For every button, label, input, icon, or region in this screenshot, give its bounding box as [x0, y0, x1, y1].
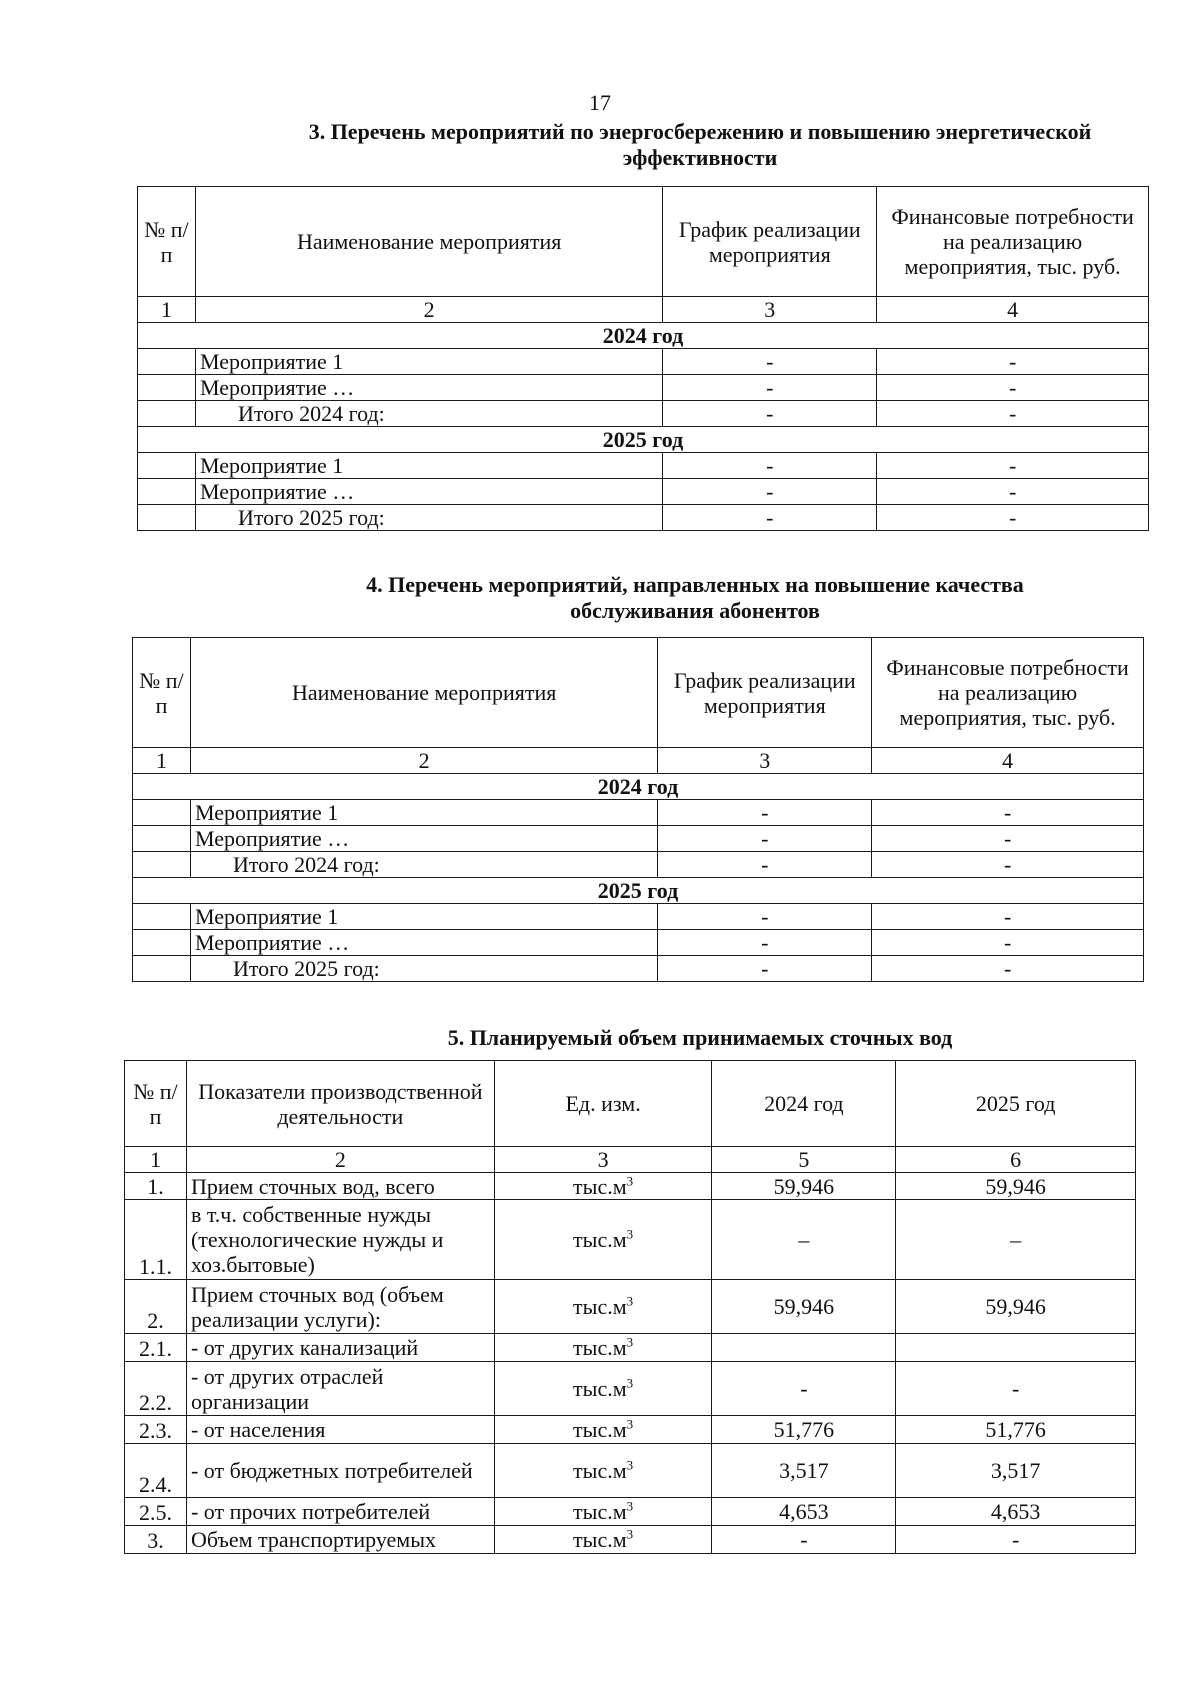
unit-exponent: 3	[626, 1498, 634, 1514]
row-value-2025: 51,776	[896, 1416, 1136, 1444]
table-row	[125, 1280, 1136, 1334]
col-number: 3	[494, 1147, 712, 1173]
event-finance: -	[877, 401, 1149, 427]
header-schedule: График реализации мероприятия	[663, 187, 877, 297]
col-number: 1	[133, 748, 191, 774]
table-header-row	[133, 638, 1144, 748]
event-schedule: -	[658, 930, 872, 956]
row-value-2025: 59,946	[896, 1280, 1136, 1334]
page-number: 17	[589, 90, 611, 115]
event-schedule: -	[658, 826, 872, 852]
header-unit: Ед. изм.	[494, 1061, 712, 1147]
row-indicator: Прием сточных вод (объем реализации услуги):	[186, 1280, 494, 1334]
event-finance: -	[872, 826, 1144, 852]
year-heading: 2024 год	[138, 323, 1149, 349]
total-label: Итого 2024 год:	[190, 852, 657, 878]
table-row	[133, 930, 1144, 956]
unit-exponent: 3	[626, 1416, 634, 1432]
unit-exponent: 3	[626, 1457, 634, 1473]
total-label: Итого 2025 год:	[190, 956, 657, 982]
section3-title	[260, 119, 1140, 171]
event-finance: -	[877, 505, 1149, 531]
event-name: Мероприятие 1	[190, 800, 657, 826]
row-value-2024: –	[712, 1200, 896, 1280]
row-unit	[494, 1173, 712, 1200]
row-indicator: - от других канализаций	[186, 1334, 494, 1362]
table-row-total	[138, 401, 1149, 427]
column-numbers-row	[125, 1147, 1136, 1173]
header-schedule: График реализации мероприятия	[658, 638, 872, 748]
section5-table	[124, 1060, 1136, 1554]
table-header-row	[125, 1061, 1136, 1147]
unit-exponent: 3	[626, 1334, 634, 1350]
col-number: 1	[138, 297, 196, 323]
row-value-2025: 3,517	[896, 1444, 1136, 1498]
table-row	[138, 453, 1149, 479]
unit-base: тыс.м	[573, 1173, 627, 1199]
col-number: 2	[190, 748, 657, 774]
section3-title-line1: 3. Перечень мероприятий по энергосбережению и повышению энергетической	[308, 119, 1092, 144]
row-number: 3.	[125, 1526, 187, 1554]
event-name: Мероприятие 1	[195, 453, 662, 479]
event-finance: -	[877, 453, 1149, 479]
row-value-2024: 4,653	[712, 1498, 896, 1526]
table-row	[125, 1362, 1136, 1416]
unit-base: тыс.м	[573, 1527, 627, 1552]
header-2024: 2024 год	[712, 1061, 896, 1147]
event-schedule: -	[658, 852, 872, 878]
event-name: Мероприятие 1	[190, 904, 657, 930]
event-schedule: -	[663, 505, 877, 531]
unit-exponent: 3	[626, 1375, 634, 1391]
event-schedule: -	[658, 904, 872, 930]
unit-base: тыс.м	[573, 1458, 627, 1483]
unit-base: тыс.м	[573, 1417, 627, 1442]
row-indicator: - от прочих потребителей	[186, 1498, 494, 1526]
event-finance: -	[872, 956, 1144, 982]
table-row	[125, 1526, 1136, 1554]
col-number: 3	[658, 748, 872, 774]
event-finance: -	[872, 930, 1144, 956]
row-number: 2.4.	[125, 1444, 187, 1498]
col-number: 2	[186, 1147, 494, 1173]
header-2025: 2025 год	[896, 1061, 1136, 1147]
col-number: 2	[195, 297, 662, 323]
table-row	[138, 479, 1149, 505]
event-name: Мероприятие …	[190, 930, 657, 956]
table-row-total	[133, 852, 1144, 878]
section4-title-line1: 4. Перечень мероприятий, направленных на повышение качества	[366, 572, 1024, 597]
col-number: 4	[877, 297, 1149, 323]
table-row-total	[133, 956, 1144, 982]
header-num: № п/п	[125, 1061, 187, 1147]
row-unit	[494, 1416, 712, 1444]
header-indicator: Показатели производственной деятельности	[186, 1061, 494, 1147]
row-indicator: - от бюджетных потребителей	[186, 1444, 494, 1498]
table-header-row	[138, 187, 1149, 297]
table-row	[133, 904, 1144, 930]
section4-title-line2: обслуживания абонентов	[570, 598, 820, 623]
unit-base: тыс.м	[573, 1376, 627, 1401]
section4-title	[300, 572, 1090, 624]
table-row	[125, 1498, 1136, 1526]
row-number: 2.1.	[125, 1334, 187, 1362]
event-schedule: -	[663, 453, 877, 479]
table-row	[125, 1200, 1136, 1280]
row-indicator: - от населения	[186, 1416, 494, 1444]
row-indicator: в т.ч. собственные нужды (технологические нужды и хоз.бытовые)	[186, 1200, 494, 1280]
row-number: 2.5.	[125, 1498, 187, 1526]
event-schedule: -	[663, 349, 877, 375]
row-number: 1.1.	[125, 1200, 187, 1280]
unit-exponent: 3	[626, 1173, 634, 1189]
event-schedule: -	[658, 956, 872, 982]
table-row	[125, 1334, 1136, 1362]
row-number: 2.	[125, 1280, 187, 1334]
row-value-2024: 3,517	[712, 1444, 896, 1498]
unit-base: тыс.м	[573, 1335, 627, 1360]
unit-exponent: 3	[626, 1526, 634, 1542]
year-heading: 2025 год	[133, 878, 1144, 904]
row-unit	[494, 1526, 712, 1554]
table-row	[125, 1444, 1136, 1498]
table-row	[125, 1173, 1136, 1200]
row-value-2024: -	[712, 1362, 896, 1416]
table-row	[133, 800, 1144, 826]
total-label: Итого 2024 год:	[195, 401, 662, 427]
table-row	[138, 375, 1149, 401]
row-value-2024: 59,946	[712, 1173, 896, 1200]
event-finance: -	[872, 904, 1144, 930]
unit-exponent: 3	[626, 1226, 634, 1242]
row-number: 1.	[125, 1173, 187, 1200]
row-number: 2.2.	[125, 1362, 187, 1416]
column-numbers-row	[133, 748, 1144, 774]
row-number: 2.3.	[125, 1416, 187, 1444]
row-unit	[494, 1444, 712, 1498]
section3-title-line2: эффективности	[622, 145, 778, 170]
row-value-2025	[896, 1334, 1136, 1362]
row-value-2025: 59,946	[896, 1173, 1136, 1200]
row-indicator: - от других отраслей организации	[186, 1362, 494, 1416]
row-value-2025: -	[896, 1526, 1136, 1554]
table-row	[125, 1416, 1136, 1444]
row-value-2024	[712, 1334, 896, 1362]
row-value-2024: 51,776	[712, 1416, 896, 1444]
row-indicator: Прием сточных вод, всего	[186, 1173, 494, 1200]
row-value-2024: -	[712, 1526, 896, 1554]
column-numbers-row	[138, 297, 1149, 323]
row-unit	[494, 1200, 712, 1280]
total-label: Итого 2025 год:	[195, 505, 662, 531]
event-finance: -	[877, 375, 1149, 401]
event-schedule: -	[663, 375, 877, 401]
col-number: 6	[896, 1147, 1136, 1173]
row-unit	[494, 1498, 712, 1526]
header-name: Наименование мероприятия	[195, 187, 662, 297]
event-finance: -	[877, 349, 1149, 375]
header-num: № п/п	[138, 187, 196, 297]
row-unit	[494, 1280, 712, 1334]
event-name: Мероприятие 1	[195, 349, 662, 375]
event-schedule: -	[663, 401, 877, 427]
year-heading: 2025 год	[138, 427, 1149, 453]
event-schedule: -	[663, 479, 877, 505]
col-number: 1	[125, 1147, 187, 1173]
row-value-2024: 59,946	[712, 1280, 896, 1334]
row-unit	[494, 1362, 712, 1416]
row-value-2025: 4,653	[896, 1498, 1136, 1526]
unit-base: тыс.м	[573, 1227, 627, 1252]
row-unit	[494, 1334, 712, 1362]
section5-title: 5. Планируемый объем принимаемых сточных вод	[447, 1025, 953, 1050]
header-finance: Финансовые потребности на реализацию мероприятия, тыс. руб.	[877, 187, 1149, 297]
header-name: Наименование мероприятия	[190, 638, 657, 748]
table-row-total	[138, 505, 1149, 531]
row-value-2025: –	[896, 1200, 1136, 1280]
event-name: Мероприятие …	[195, 375, 662, 401]
event-name: Мероприятие …	[195, 479, 662, 505]
year-heading: 2024 год	[133, 774, 1144, 800]
col-number: 3	[663, 297, 877, 323]
event-finance: -	[872, 852, 1144, 878]
section3-table	[137, 186, 1149, 531]
event-schedule: -	[658, 800, 872, 826]
table-row	[138, 349, 1149, 375]
row-indicator: Объем транспортируемых	[186, 1526, 494, 1554]
col-number: 4	[872, 748, 1144, 774]
event-finance: -	[872, 800, 1144, 826]
unit-base: тыс.м	[573, 1294, 627, 1319]
unit-exponent: 3	[626, 1293, 634, 1309]
unit-base: тыс.м	[573, 1499, 627, 1524]
col-number: 5	[712, 1147, 896, 1173]
event-name: Мероприятие …	[190, 826, 657, 852]
row-value-2025: -	[896, 1362, 1136, 1416]
header-num: № п/п	[133, 638, 191, 748]
section4-table	[132, 637, 1144, 982]
header-finance: Финансовые потребности на реализацию мероприятия, тыс. руб.	[872, 638, 1144, 748]
event-finance: -	[877, 479, 1149, 505]
table-row	[133, 826, 1144, 852]
